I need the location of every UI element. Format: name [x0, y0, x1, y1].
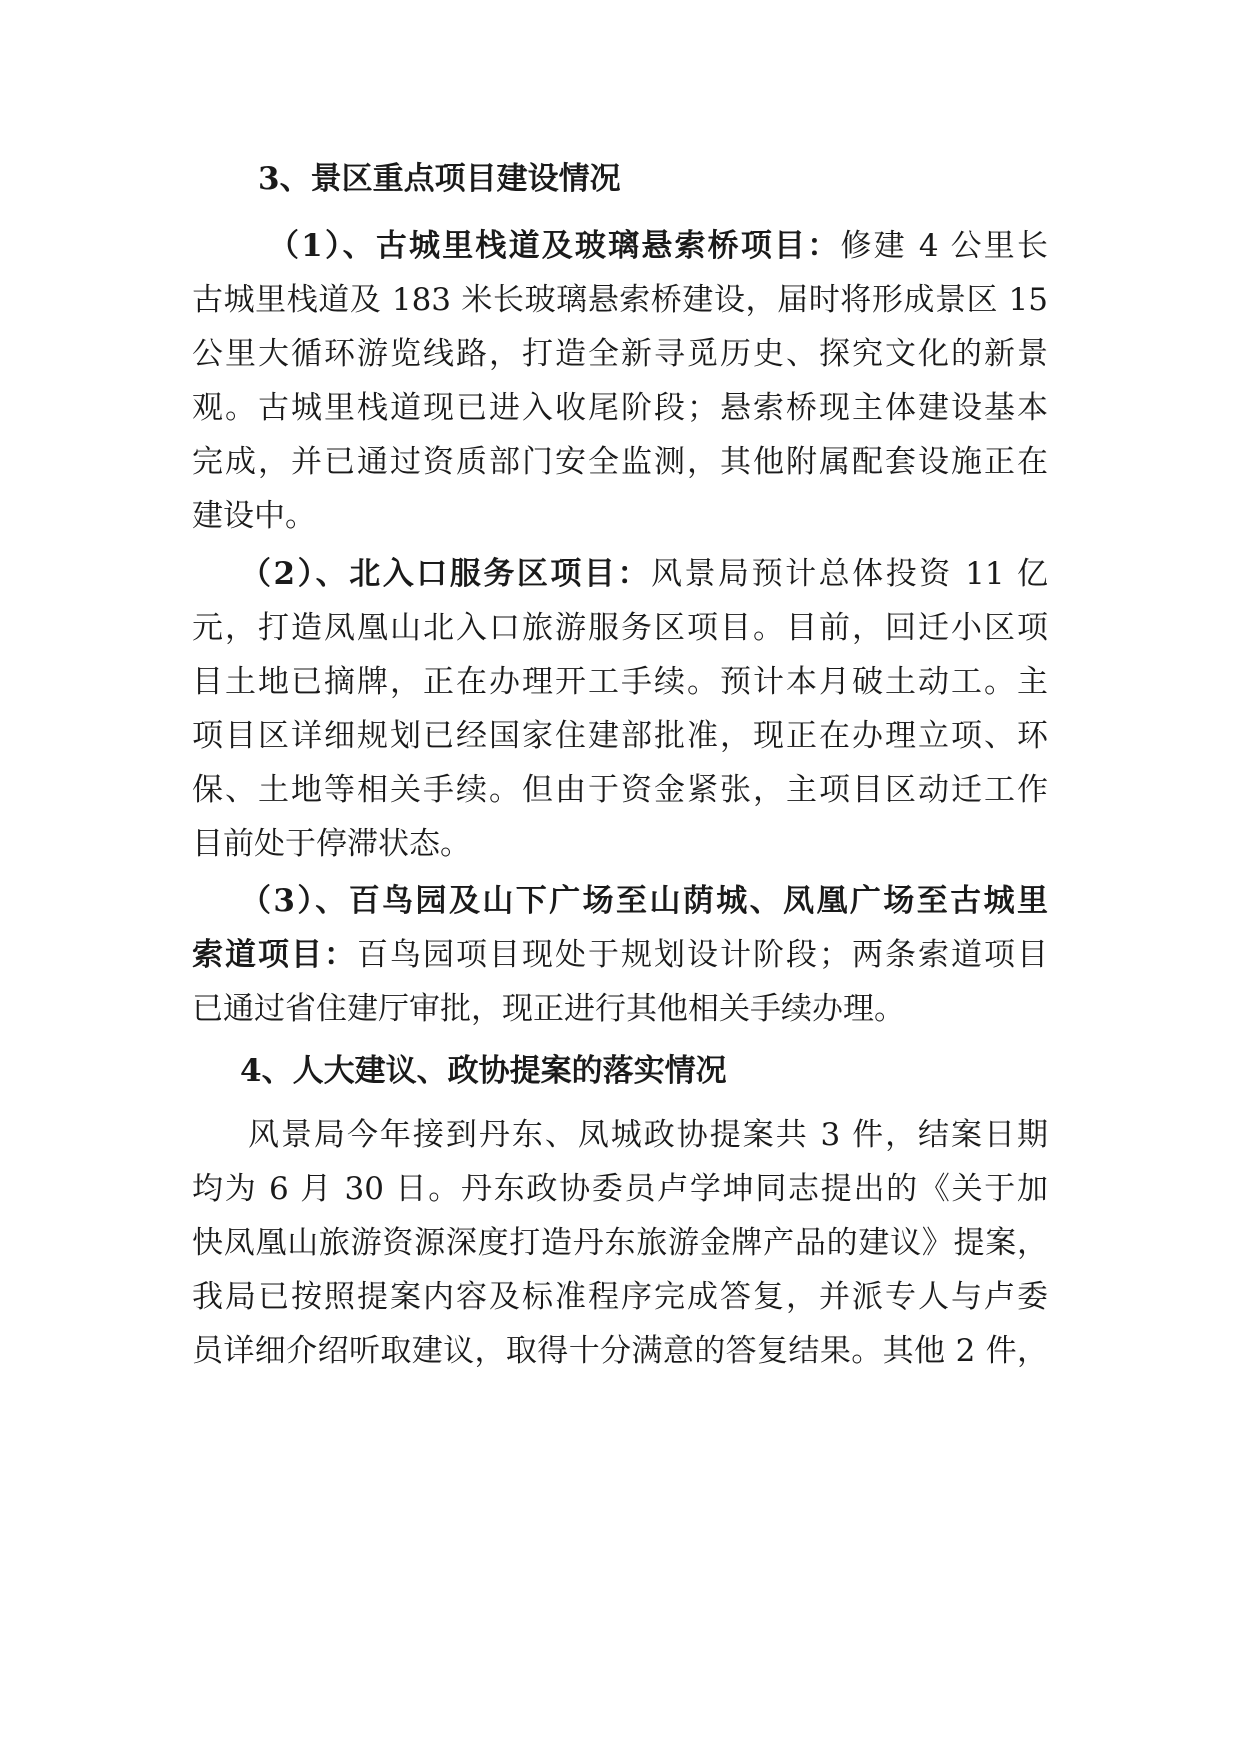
item-2-first-line [192, 547, 1048, 601]
item-1-first-line [192, 219, 1048, 273]
item-2-line: 项目区详细规划已经国家住建部批准，现正在办理立项、环 [192, 718, 1048, 754]
item-1-line: 古城里栈道及 183 米长玻璃悬索桥建设，届时将形成景区 15 [192, 282, 1048, 318]
item-3-title: （3）、百鸟园及山下广场至山荫城、凤凰广场至古城里 [240, 883, 1048, 919]
item-2-line: 元，打造凤凰山北入口旅游服务区项目。目前，回迁小区项 [192, 610, 1048, 646]
item-1-line: 公里大循环游览线路，打造全新寻觅历史、探究文化的新景 [192, 336, 1048, 372]
item-1-line: 观。古城里栈道现已进入收尾阶段；悬索桥现主体建设基本 [192, 390, 1048, 426]
item-2-line: 保、土地等相关手续。但由于资金紧张，主项目区动迁工作 [192, 772, 1048, 808]
item-3-second-rest: 百鸟园项目现处于规划设计阶段；两条索道项目 [357, 937, 1048, 973]
item-2-line: 目土地已摘牌，正在办理开工手续。预计本月破土动工。主 [192, 664, 1048, 700]
item-1-line: 完成，并已通过资质部门安全监测，其他附属配套设施正在 [192, 444, 1048, 480]
paragraph-4-line: 员详细介绍听取建议，取得十分满意的答复结果。其他 2 件， [192, 1333, 1048, 1369]
item-3-title-cont: 索道项目： [192, 937, 357, 973]
paragraph-4-line: 快凤凰山旅游资源深度打造丹东旅游金牌产品的建议》提案， [192, 1225, 1048, 1261]
paragraph-4-line: 均为 6 月 30 日。丹东政协委员卢学坤同志提出的《关于加 [192, 1171, 1048, 1207]
item-3-second-line [192, 928, 1048, 982]
item-1-first-rest: 修建 4 公里长 [840, 228, 1048, 264]
section-heading-4: 4、人大建议、政协提案的落实情况 [240, 1053, 727, 1089]
item-3-line: 已通过省住建厅审批，现正进行其他相关手续办理。 [192, 991, 905, 1027]
section-heading-3: 3、景区重点项目建设情况 [258, 161, 621, 197]
item-2-line: 目前处于停滞状态。 [192, 826, 471, 862]
paragraph-4-line: 我局已按照提案内容及标准程序完成答复，并派专人与卢委 [192, 1279, 1048, 1315]
item-2-first-rest: 风景局预计总体投资 11 亿 [650, 556, 1048, 592]
paragraph-4-first-line: 风景局今年接到丹东、凤城政协提案共 3 件，结案日期 [248, 1117, 1048, 1153]
item-1-line: 建设中。 [192, 498, 316, 534]
item-1-title: （1）、古城里栈道及玻璃悬索桥项目： [268, 228, 841, 264]
item-2-title: （2）、北入口服务区项目： [240, 556, 651, 592]
